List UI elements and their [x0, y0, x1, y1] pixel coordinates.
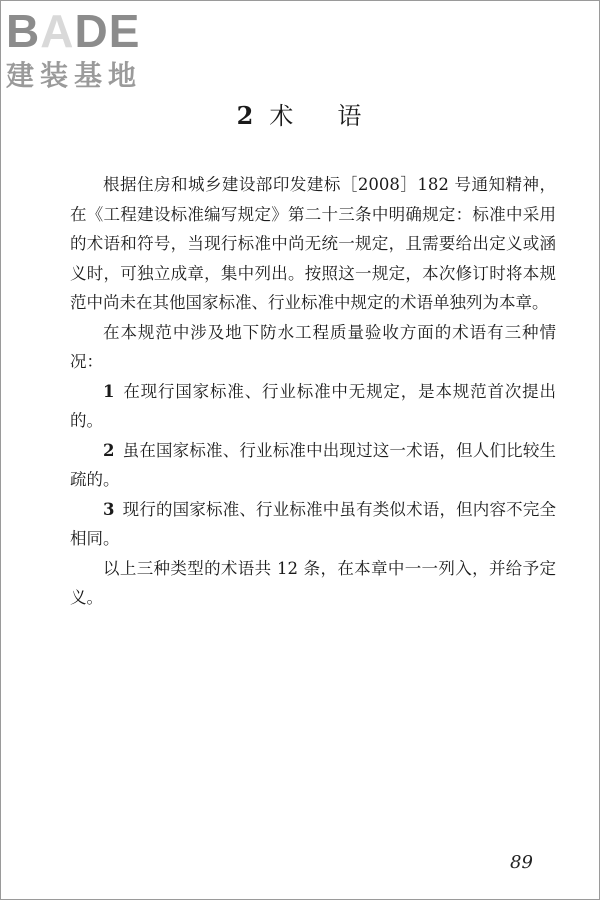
logo-letter-e: E — [108, 5, 141, 57]
page-number: 89 — [510, 852, 533, 873]
paragraph-item — [70, 377, 556, 436]
logo-letter-d: D — [74, 5, 109, 57]
logo-letter-a: A — [40, 5, 75, 57]
item-number: 1 — [103, 381, 115, 401]
paragraph — [70, 554, 556, 613]
logo-subtitle: 建装基地 — [6, 59, 143, 92]
chapter-title-part1: 术 — [269, 102, 296, 130]
paragraph-text: 根据住房和城乡建设部印发建标［2008］182 号通知精神，在《工程建设标准编写规定》第二十三条中明确规定：标准中采用的术语和符号，当现行标准中尚无统一规定，且需要给出定义或涵义时，可独立成章，集中列出。按照这一规定，本次修订时将本规范中尚未在其他国家标准、行业标准中规定的术语单独列为本章。 — [70, 175, 556, 312]
logo-letter-b: B — [6, 5, 41, 57]
paragraph-text: 以上三种类型的术语共 12 条，在本章中一一列入，并给予定义。 — [70, 558, 556, 607]
chapter-body — [70, 170, 556, 613]
bade-logo — [6, 6, 176, 92]
logo-brand — [6, 6, 176, 56]
paragraph — [70, 318, 556, 377]
chapter-title — [0, 100, 600, 132]
paragraph-item — [70, 495, 556, 554]
paragraph-text: 在本规范中涉及地下防水工程质量验收方面的术语有三种情况： — [70, 322, 556, 371]
item-number: 3 — [103, 499, 115, 519]
paragraph — [70, 170, 556, 318]
paragraph-text: 在现行国家标准、行业标准中无规定，是本规范首次提出的。 — [70, 381, 556, 430]
paragraph-text: 现行的国家标准、行业标准中虽有类似术语，但内容不完全相同。 — [70, 499, 556, 548]
paragraph-item — [70, 436, 556, 495]
chapter-number: 2 — [236, 101, 256, 130]
paragraph-text: 虽在国家标准、行业标准中出现过这一术语，但人们比较生疏的。 — [70, 440, 556, 489]
item-number: 2 — [103, 440, 115, 460]
chapter-title-part2: 语 — [337, 102, 364, 130]
